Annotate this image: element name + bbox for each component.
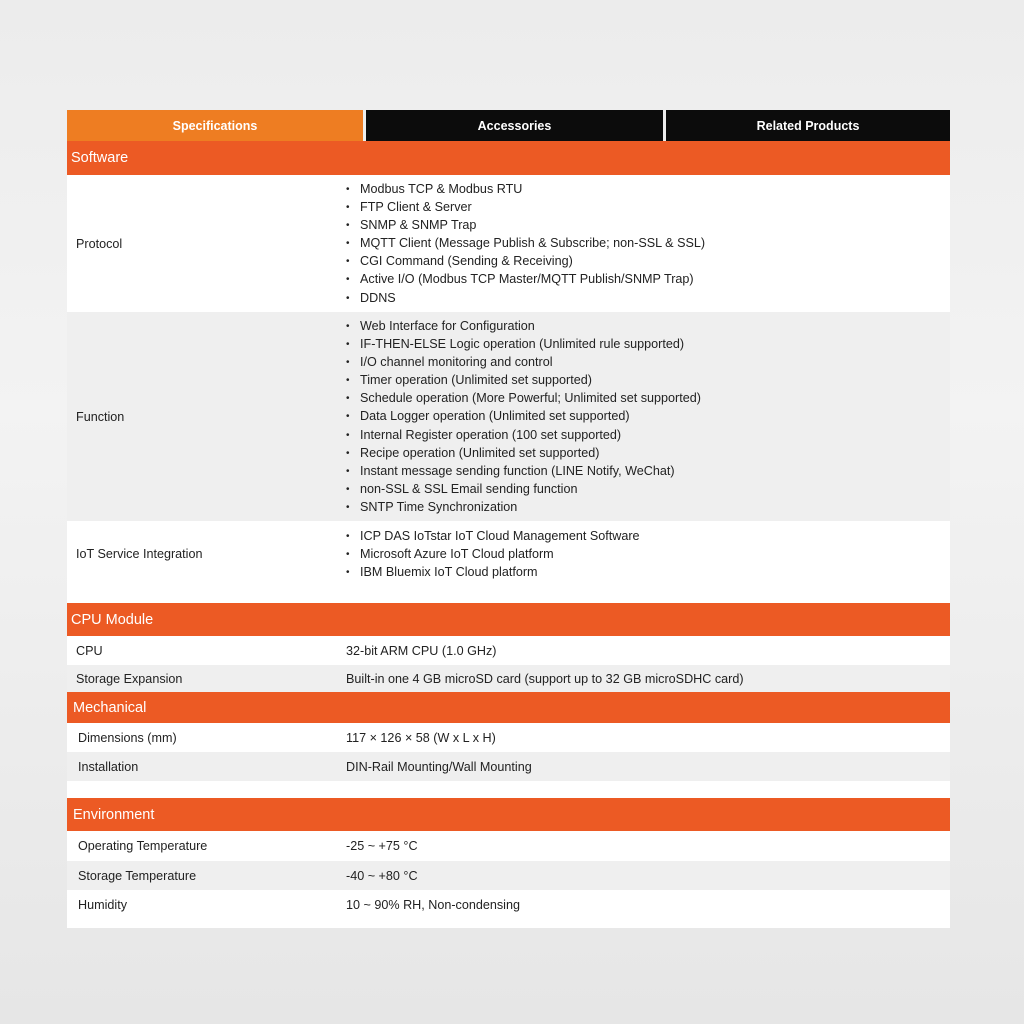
spec-label: Storage Temperature — [78, 868, 197, 883]
iot-list — [346, 527, 950, 581]
spec-value: DIN-Rail Mounting/Wall Mounting — [346, 759, 532, 774]
spec-row-iot-service — [67, 521, 950, 603]
spec-label: Storage Expansion — [76, 671, 183, 686]
spec-row-function — [67, 312, 950, 521]
list-item: • Modbus TCP & Modbus RTU — [346, 180, 950, 198]
spec-value: -40 ~ +80 °C — [346, 868, 418, 883]
spec-row-cpu — [67, 636, 950, 665]
list-item: • non-SSL & SSL Email sending function — [346, 480, 950, 498]
spec-label: Protocol — [76, 236, 123, 251]
spec-label: CPU — [76, 643, 103, 658]
spec-row-humidity — [67, 890, 950, 928]
list-item: • Internal Register operation (100 set supported) — [346, 426, 950, 444]
spec-row-installation — [67, 752, 950, 781]
spec-row-operating-temperature — [67, 831, 950, 861]
spec-row-storage-expansion — [67, 665, 950, 692]
spec-label: Humidity — [78, 898, 127, 912]
tab-bar — [67, 110, 950, 141]
list-item: • Active I/O (Modbus TCP Master/MQTT Publish/SNMP Trap) — [346, 270, 950, 288]
spec-value — [337, 521, 950, 603]
section-title: Software — [71, 150, 129, 166]
spec-value: 117 × 126 × 58 (W x L x H) — [346, 730, 496, 745]
list-item: • Timer operation (Unlimited set supported) — [346, 371, 950, 389]
list-item: • Instant message sending function (LINE Notify, WeChat) — [346, 462, 950, 480]
spacer — [67, 781, 950, 798]
spec-row-dimensions — [67, 723, 950, 752]
list-item: • IF-THEN-ELSE Logic operation (Unlimited rule supported) — [346, 335, 950, 353]
spec-label: Function — [76, 409, 125, 424]
spec-panel — [67, 110, 950, 928]
tab-accessories[interactable]: Accessories — [366, 110, 663, 141]
spec-label: IoT Service Integration — [76, 547, 203, 561]
spec-row-protocol — [67, 175, 950, 312]
tab-specifications[interactable]: Specifications — [67, 110, 363, 141]
spec-value: 32-bit ARM CPU (1.0 GHz) — [346, 643, 497, 658]
spec-row-storage-temperature — [67, 861, 950, 890]
list-item: • SNMP & SNMP Trap — [346, 216, 950, 234]
list-item: • FTP Client & Server — [346, 198, 950, 216]
section-title: Environment — [73, 806, 155, 823]
spec-value: 10 ~ 90% RH, Non-condensing — [346, 898, 520, 912]
spec-label: Dimensions (mm) — [78, 730, 177, 745]
list-item: • Recipe operation (Unlimited set supported) — [346, 444, 950, 462]
list-item: • Schedule operation (More Powerful; Unlimited set supported) — [346, 389, 950, 407]
list-item: • I/O channel monitoring and control — [346, 353, 950, 371]
list-item: • ICP DAS IoTstar IoT Cloud Management Software — [346, 527, 950, 545]
list-item: • SNTP Time Synchronization — [346, 498, 950, 516]
list-item: • Microsoft Azure IoT Cloud platform — [346, 545, 950, 563]
spec-label: Installation — [78, 759, 139, 774]
list-item: • DDNS — [346, 289, 950, 307]
list-item: • CGI Command (Sending & Receiving) — [346, 252, 950, 270]
list-item: • Web Interface for Configuration — [346, 317, 950, 335]
section-title: CPU Module — [71, 611, 154, 628]
section-header-cpu — [67, 603, 950, 636]
spec-label: Operating Temperature — [78, 839, 208, 853]
section-header-mechanical — [67, 692, 950, 723]
spec-value — [337, 312, 950, 521]
section-title: Mechanical — [73, 699, 147, 716]
list-item: • Data Logger operation (Unlimited set supported) — [346, 407, 950, 425]
spec-value — [337, 175, 950, 312]
list-item: • IBM Bluemix IoT Cloud platform — [346, 563, 950, 581]
spec-value: Built-in one 4 GB microSD card (support up to 32 GB microSDHC card) — [346, 671, 744, 686]
tab-related-products[interactable]: Related Products — [666, 110, 950, 141]
list-item: • MQTT Client (Message Publish & Subscribe; non-SSL & SSL) — [346, 234, 950, 252]
section-header-environment — [67, 798, 950, 831]
function-list — [346, 317, 950, 516]
spec-value: -25 ~ +75 °C — [346, 839, 418, 853]
protocol-list — [346, 180, 950, 307]
section-header-software — [67, 141, 950, 175]
